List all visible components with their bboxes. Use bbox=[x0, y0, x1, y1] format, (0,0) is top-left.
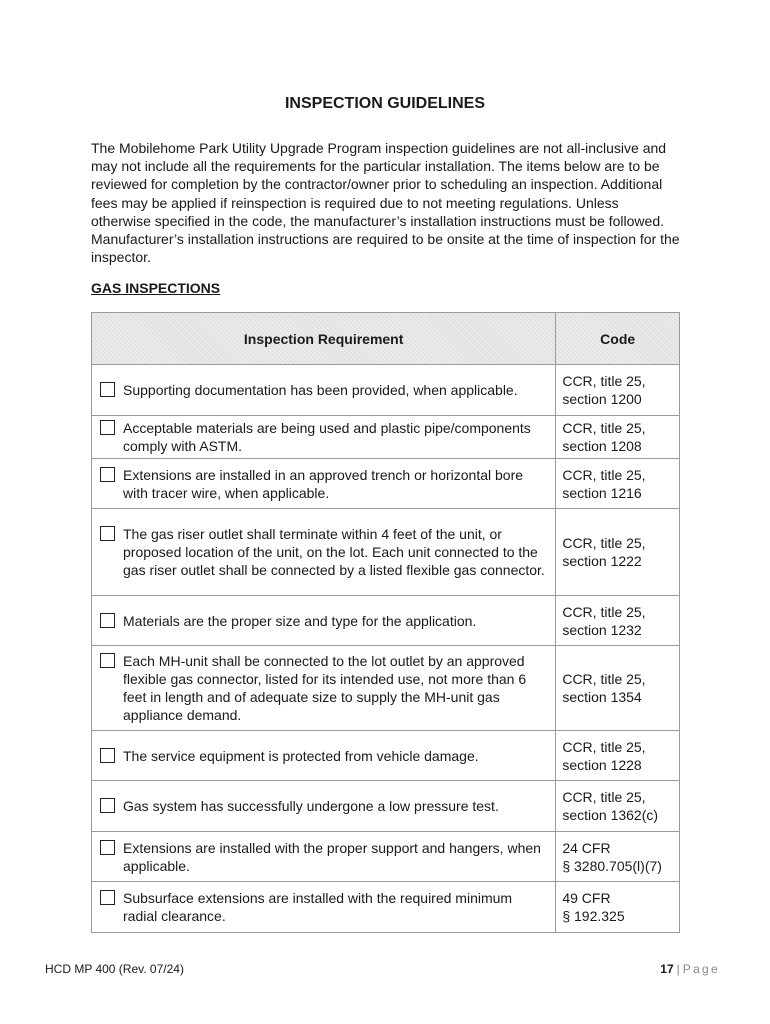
code-line: section 1354 bbox=[562, 689, 642, 705]
table-row bbox=[92, 596, 680, 646]
requirement-checkbox[interactable] bbox=[100, 382, 115, 397]
requirement-checkbox[interactable] bbox=[100, 467, 115, 482]
code-line: 49 CFR bbox=[562, 890, 611, 906]
header-inspection-requirement: Inspection Requirement bbox=[92, 313, 556, 365]
requirement-checkbox[interactable] bbox=[100, 798, 115, 813]
requirement-checkbox[interactable] bbox=[100, 420, 115, 435]
code-cell bbox=[556, 459, 680, 509]
code-cell bbox=[556, 731, 680, 781]
requirement-text: Extensions are installed in an approved trench or horizontal bore with tracer wire, when applicable. bbox=[123, 466, 524, 501]
section-heading-gas-inspections: GAS INSPECTIONS bbox=[91, 280, 221, 296]
requirement-cell bbox=[92, 459, 556, 509]
requirement-text: Gas system has successfully undergone a low pressure test. bbox=[123, 798, 499, 814]
page-word: Page bbox=[682, 962, 720, 976]
code-line: section 1200 bbox=[562, 391, 642, 407]
requirement-cell bbox=[92, 509, 556, 596]
footer-page-indicator bbox=[660, 962, 720, 976]
table-row bbox=[92, 731, 680, 781]
code-line: § 192.325 bbox=[562, 908, 625, 924]
code-cell bbox=[556, 416, 680, 459]
code-line: CCR, title 25, bbox=[562, 420, 646, 436]
code-line: CCR, title 25, bbox=[562, 738, 646, 755]
code-cell bbox=[556, 781, 680, 832]
requirement-cell bbox=[92, 731, 556, 781]
table-row bbox=[92, 365, 680, 416]
requirement-checkbox[interactable] bbox=[100, 748, 115, 763]
requirement-cell bbox=[92, 882, 556, 933]
intro-paragraph: The Mobilehome Park Utility Upgrade Program inspection guidelines are not all-inclusive and may not include all the requirements for the particular installation. The items below are to be reviewed for completion by the contractor/owner prior to scheduling an inspection. Additional fees may be applied if reinspection is required due to not meeting regulations. Unless otherwise specified in the code, the manufacturer’s installation instructions must be followed. Manufacturer’s installation instructions are required to be onsite at the time of inspection for the inspector. bbox=[91, 140, 680, 266]
requirement-cell bbox=[92, 781, 556, 832]
code-cell bbox=[556, 509, 680, 596]
table-row bbox=[92, 832, 680, 882]
requirement-text: Supporting documentation has been provided, when applicable. bbox=[123, 382, 518, 398]
requirement-cell bbox=[92, 596, 556, 646]
requirement-checkbox[interactable] bbox=[100, 526, 115, 541]
requirement-cell bbox=[92, 646, 556, 731]
inspection-requirements-table bbox=[91, 312, 680, 933]
requirement-text: Each MH-unit shall be connected to the lot outlet by an approved flexible gas connector, listed for its intended use, not more than 6 feet in length and of adequate size to supply the MH-unit gas appliance demand. bbox=[123, 653, 527, 723]
page-number: 17 bbox=[660, 962, 674, 976]
code-line: section 1208 bbox=[562, 438, 642, 454]
requirement-checkbox[interactable] bbox=[100, 840, 115, 855]
code-line: CCR, title 25, bbox=[562, 671, 646, 687]
requirement-checkbox[interactable] bbox=[100, 890, 115, 905]
code-line: CCR, title 25, bbox=[562, 466, 646, 483]
code-cell bbox=[556, 365, 680, 416]
code-line: section 1216 bbox=[562, 484, 642, 501]
code-line: 24 CFR bbox=[562, 839, 611, 856]
code-line: section 1222 bbox=[562, 553, 642, 569]
code-cell bbox=[556, 646, 680, 731]
requirement-text: Acceptable materials are being used and plastic pipe/components comply with ASTM. bbox=[123, 420, 531, 454]
table-row bbox=[92, 416, 680, 459]
requirement-checkbox[interactable] bbox=[100, 653, 115, 668]
code-line: CCR, title 25, bbox=[562, 373, 646, 389]
code-line: CCR, title 25, bbox=[562, 535, 646, 551]
requirement-cell bbox=[92, 416, 556, 459]
requirement-text: Subsurface extensions are installed with the required minimum radial clearance. bbox=[123, 890, 513, 924]
code-line: section 1362(c) bbox=[562, 807, 659, 823]
requirement-text: The service equipment is protected from vehicle damage. bbox=[123, 747, 479, 764]
requirement-text: The gas riser outlet shall terminate within 4 feet of the unit, or proposed location of the unit, on the lot. Each unit connected to the gas riser outlet shall be connected by a listed flexible gas connector. bbox=[123, 526, 545, 578]
requirement-text: Materials are the proper size and type for the application. bbox=[123, 612, 477, 629]
page-title: INSPECTION GUIDELINES bbox=[284, 95, 486, 112]
code-cell bbox=[556, 882, 680, 933]
table-row bbox=[92, 509, 680, 596]
header-code: Code bbox=[556, 313, 680, 365]
page-separator: | bbox=[676, 962, 680, 976]
requirement-cell bbox=[92, 832, 556, 882]
code-line: section 1228 bbox=[562, 756, 642, 773]
table-row bbox=[92, 781, 680, 832]
table-row bbox=[92, 882, 680, 933]
requirement-text: Extensions are installed with the proper support and hangers, when applicable. bbox=[123, 839, 541, 874]
code-cell bbox=[556, 832, 680, 882]
requirement-checkbox[interactable] bbox=[100, 613, 115, 628]
code-line: section 1232 bbox=[562, 621, 642, 638]
table-row bbox=[92, 459, 680, 509]
code-line: CCR, title 25, bbox=[562, 603, 646, 620]
code-cell bbox=[556, 596, 680, 646]
requirement-cell bbox=[92, 365, 556, 416]
footer-document-id: HCD MP 400 (Rev. 07/24) bbox=[45, 962, 184, 976]
table-row bbox=[92, 646, 680, 731]
code-line: CCR, title 25, bbox=[562, 789, 646, 805]
code-line: § 3280.705(l)(7) bbox=[562, 857, 662, 874]
table-header-row bbox=[92, 313, 680, 365]
